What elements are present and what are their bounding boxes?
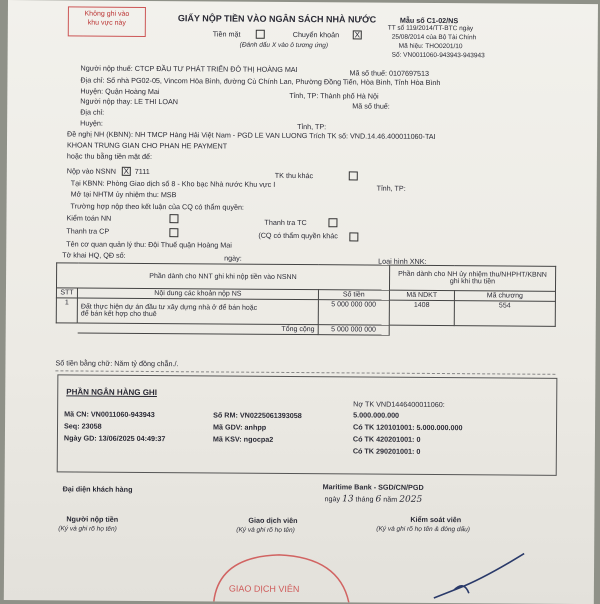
controller-code: Mã KSV: ngocpa2	[212, 434, 274, 444]
col-ndkt: Mã NDKT	[389, 290, 454, 300]
credit-account-2: Có TK 420201001: 0	[352, 434, 421, 444]
bank-section-header: Phần dành cho NH ủy nhiệm thu/NHPHT/KBNN ghi khi thu tiền	[389, 265, 555, 291]
credit-account-1: Có TK 120101001: 5.000.000.000	[352, 422, 463, 433]
proxy-tax-id: Mã số thuế:	[352, 101, 390, 111]
request-line-3: hoặc thu bằng tiền mặt để:	[66, 151, 153, 162]
form-circular: TT số 119/2014/TT-BTC ngày	[387, 24, 474, 33]
proxy-province: Tỉnh, TP:	[297, 122, 327, 132]
request-line-1: Đề nghị NH (KBNN): NH TMCP Hàng Hải Việt Nam - PGD LE VAN LUONG Trích TK số: VND.14.46.400011060-TAI	[67, 129, 436, 141]
payer-district: Huyện: Quận Hoàng Mai	[80, 86, 160, 97]
total-amount: 5 000 000 000	[318, 325, 389, 335]
table-row	[56, 298, 555, 326]
customs-date-line: ngày:	[224, 253, 242, 263]
transaction-date: Ngày GD: 13/06/2025 04:49:37	[63, 433, 166, 444]
col-stt: STT	[56, 288, 77, 298]
row-content	[77, 298, 318, 325]
sign-day: 13	[342, 494, 354, 505]
kbnn-province: Tỉnh, TP:	[376, 183, 406, 193]
credit-account-3: Có TK 290201001: 0	[352, 446, 421, 456]
debit-amount: 5.000.000.000	[353, 410, 400, 420]
document-page	[4, 0, 598, 604]
authority-case-line: Trường hợp nộp theo kết luận của CQ có thẩm quyền:	[70, 201, 244, 212]
rm-number: Số RM: VN0225061393058	[213, 410, 302, 421]
finance-inspect-label: Thanh tra TC	[264, 217, 307, 228]
controller-signature-title: Kiểm soát viên	[410, 514, 462, 525]
proxy-name: Người nộp thay: LE THI LOAN	[80, 96, 179, 107]
debit-account: Nợ TK VND1446400011060:	[353, 399, 445, 410]
form-ref-code: Mã hiệu: THO0201/10	[398, 42, 463, 51]
nsnn-code: 7111	[134, 166, 150, 176]
row-chapter: 554	[454, 301, 555, 327]
restricted-area-note	[68, 6, 146, 37]
proxy-district: Huyện:	[80, 118, 103, 128]
col-content: Nội dung các khoản nộp NS	[77, 288, 318, 300]
collection-bank: Mở tại NHTM ủy nhiệm thu: MSB	[70, 189, 177, 200]
restricted-area-text: Không ghi vào khu vực này	[84, 10, 130, 27]
row-amount: 5 000 000 000	[318, 300, 389, 325]
row-content-line-2: để bán kết hợp cho thuê	[80, 310, 157, 319]
gov-inspect-label: Thanh tra CP	[66, 226, 110, 236]
teller-signature-hint: (Ký và ghi rõ họ tên)	[236, 526, 295, 535]
total-label: Tổng cộng	[77, 323, 318, 335]
other-authority-checkbox[interactable]	[349, 232, 358, 241]
state-audit-checkbox[interactable]	[169, 214, 178, 223]
year-prefix: năm	[383, 494, 398, 504]
finance-inspect-checkbox[interactable]	[328, 218, 337, 227]
col-chapter: Mã chương	[454, 291, 555, 302]
import-export-type: Loại hình XNK:	[378, 256, 427, 266]
controller-signature	[424, 548, 534, 604]
bank-section-title: PHẦN NGÂN HÀNG GHI	[66, 387, 157, 398]
bank-name: Maritime Bank - SGD/CN/PGD	[322, 482, 424, 492]
branch-code: Mã CN: VN0011060-943943	[64, 409, 155, 420]
kbnn-line: Tại KBNN: Phòng Giao dịch số 8 - Kho bạc Nhà nước Khu vực I	[70, 178, 276, 189]
amount-in-words: Số tiền bằng chữ: Năm tỷ đồng chẵn./.	[55, 358, 179, 369]
sequence-no: Seq: 23058	[63, 421, 102, 431]
cash-checkbox[interactable]	[256, 30, 265, 39]
teller-code: Mã GDV: anhpp	[212, 422, 267, 432]
row-ndkt: 1408	[389, 300, 454, 325]
payer-tax-id: Mã số thuế: 0107697513	[349, 68, 430, 78]
sign-month: 6	[375, 494, 382, 505]
payer-name: Người nộp thuế: CTCP ĐẦU TƯ PHÁT TRIỂN ĐÔ THỊ HOÀNG MAI	[80, 63, 298, 75]
sign-date	[324, 494, 422, 505]
payer-signature-hint: (Ký và ghi rõ họ tên)	[58, 525, 117, 533]
sign-year: 2025	[399, 494, 423, 505]
customer-rep-label: Đại diện khách hàng	[62, 484, 133, 494]
other-authority-label: (CQ có thẩm quyền khác	[258, 230, 338, 241]
payment-table	[56, 262, 556, 336]
nsnn-checkbox[interactable]: X	[123, 166, 130, 176]
nsnn-label: Nộp vào NSNN	[66, 166, 116, 176]
bank-section	[57, 374, 558, 475]
checkbox-hint: (Đánh dấu X vào ô tương ứng)	[239, 41, 329, 50]
document-title: GIẤY NỘP TIỀN VÀO NGÂN SÁCH NHÀ NƯỚC	[177, 13, 377, 25]
gov-inspect-checkbox[interactable]	[169, 228, 178, 237]
request-line-2: KHOAN TRUNG GIAN CHO PHAN HE PAYMENT	[66, 140, 228, 151]
payer-signature-title: Người nộp tiền	[66, 514, 119, 524]
form-doc-number: Số: VN0011060-943943-943943	[391, 51, 485, 60]
stamp-line-1: GIAO DỊCH VIÊN	[228, 583, 300, 595]
other-account-checkbox[interactable]	[349, 171, 358, 180]
tax-agency-line: Tên cơ quan quản lý thu: Đội Thuế quận Hoàng Mai	[66, 239, 232, 250]
row-stt: 1	[56, 298, 77, 323]
col-amount: Số tiền	[318, 290, 389, 300]
transfer-label: Chuyển khoản	[292, 29, 340, 40]
payer-address: Địa chỉ: Số nhà PG02-05, Vincom Hòa Bình, đường Cù Chính Lan, Phường Đồng Tiến, Hòa Bình, Tỉnh Hòa Bình	[80, 75, 441, 88]
month-prefix: tháng	[355, 494, 374, 504]
proxy-address: Địa chỉ:	[80, 107, 105, 117]
payer-province: Tỉnh, TP: Thành phố Hà Nội	[289, 90, 379, 101]
transfer-checkbox[interactable]: X	[354, 30, 360, 40]
form-circular-date: 25/08/2014 của Bộ Tài Chính	[391, 33, 477, 42]
teller-stamp	[184, 546, 374, 602]
form-code: Mẫu số C1-02/NS	[399, 15, 459, 26]
teller-signature-title: Giao dịch viên	[248, 515, 298, 526]
state-audit-label: Kiểm toán NN	[66, 213, 112, 223]
controller-signature-hint: (Ký và ghi rõ họ tên & đóng dấu)	[376, 525, 470, 534]
other-account-label: TK thu khác	[274, 170, 314, 181]
nnt-section-header: Phần dành cho NNT ghi khi nộp tiền vào NSNN	[56, 263, 389, 290]
date-prefix: ngày	[324, 494, 341, 504]
customs-decl-line: Tờ khai HQ, QĐ số:	[62, 250, 126, 260]
cash-label: Tiền mặt	[212, 29, 241, 39]
row-content-line-1: Đất thực hiện dự án đầu tư xây dựng nhà ở để bán hoặc	[80, 303, 258, 312]
